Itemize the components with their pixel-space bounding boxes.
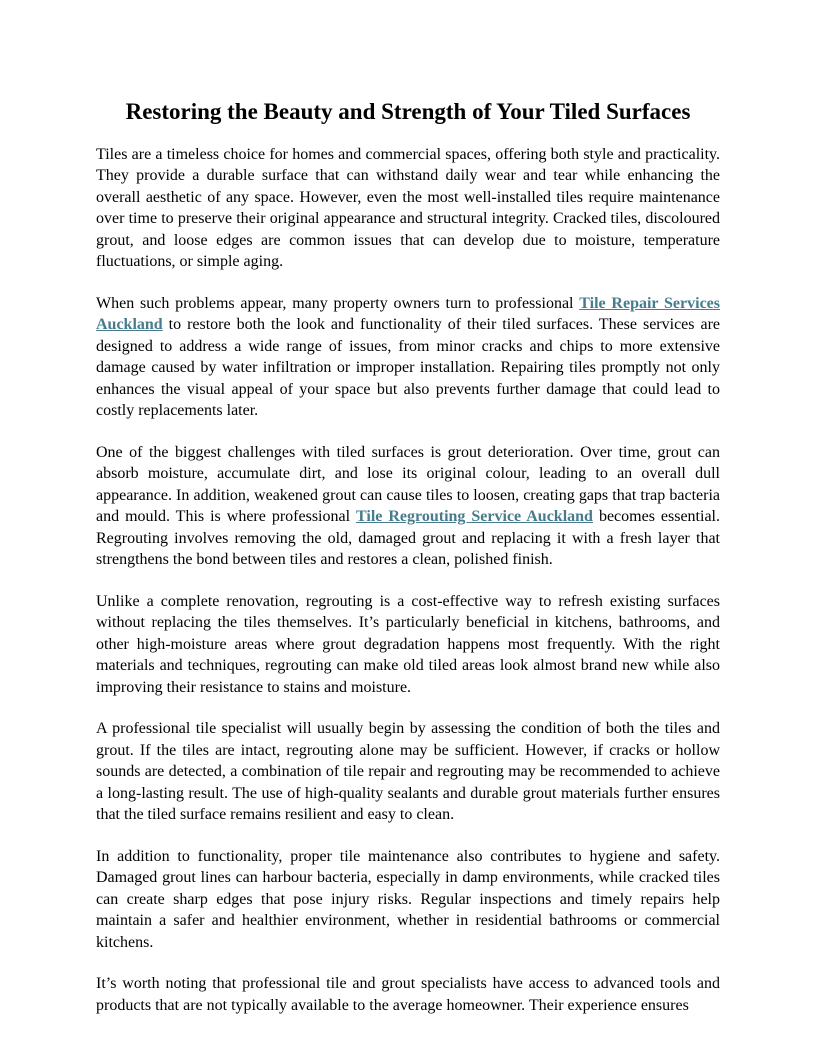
paragraph <box>96 144 720 273</box>
paragraph <box>96 846 720 954</box>
paragraph <box>96 293 720 422</box>
paragraph <box>96 442 720 571</box>
paragraph-text: Unlike a complete renovation, regrouting is a cost-effective way to refresh existing surfaces without replacing the tiles themselves. It’s particularly beneficial in kitchens, bathrooms, and other high-moisture areas where grout degradation happens most frequently. With the right materials and techniques, regrouting can make old tiled areas look almost brand new while also improving their resistance to stains and moisture. <box>96 592 720 696</box>
paragraph-text: becomes essential. Regrouting involves removing the old, damaged grout and replacing it with a fresh layer that strengthens the bond between tiles and restores a clean, polished finish. <box>96 508 720 569</box>
hyperlink[interactable]: Tile Regrouting Service Auckland <box>356 508 593 526</box>
paragraph <box>96 973 720 1016</box>
paragraph-text: A professional tile specialist will usually begin by assessing the condition of both the tiles and grout. If the tiles are intact, regrouting alone may be sufficient. However, if cracks or hollow sounds are detected, a combination of tile repair and regrouting may be recommended to achieve a long-lasting result. The use of high-quality sealants and durable grout materials further ensures that the tiled surface remains resilient and easy to clean. <box>96 720 720 824</box>
paragraph-text: In addition to functionality, proper tile maintenance also contributes to hygiene and safety. Damaged grout lines can harbour bacteria, especially in damp environments, while cracked tiles can create sharp edges that pose injury risks. Regular inspections and timely repairs help maintain a safer and healthier environment, whether in residential bathrooms or commercial kitchens. <box>96 847 720 951</box>
paragraph-text: One of the biggest challenges with tiled surfaces is grout deterioration. Over time, grout can absorb moisture, accumulate dirt, and lose its original colour, leading to an overall dull appearance. In addition, weakened grout can cause tiles to loosen, creating gaps that trap bacteria and mould. This is where professional <box>96 443 720 526</box>
hyperlink[interactable]: Tile Repair Services Auckland <box>96 294 720 334</box>
document-body <box>96 144 720 1017</box>
paragraph <box>96 718 720 826</box>
paragraph <box>96 591 720 699</box>
paragraph-text: When such problems appear, many property owners turn to professional <box>96 294 580 312</box>
paragraph-text: to restore both the look and functionality of their tiled surfaces. These services are designed to address a wide range of issues, from minor cracks and chips to more extensive damage caused by water infiltration or improper installation. Repairing tiles promptly not only enhances the visual appeal of your space but also prevents further damage that could lead to costly replacements later. <box>96 316 720 420</box>
page-title: Restoring the Beauty and Strength of Your Tiled Surfaces <box>125 99 691 124</box>
paragraph-text: Tiles are a timeless choice for homes and commercial spaces, offering both style and practicality. They provide a durable surface that can withstand daily wear and tear while enhancing the overall aesthetic of any space. However, even the most well-installed tiles require maintenance over time to preserve their original appearance and structural integrity. Cracked tiles, discoloured grout, and loose edges are common issues that can develop due to moisture, temperature fluctuations, or simple aging. <box>96 145 720 271</box>
paragraph-text: It’s worth noting that professional tile and grout specialists have access to advanced tools and products that are not typically available to the average homeowner. Their experience ensures <box>96 975 720 1014</box>
